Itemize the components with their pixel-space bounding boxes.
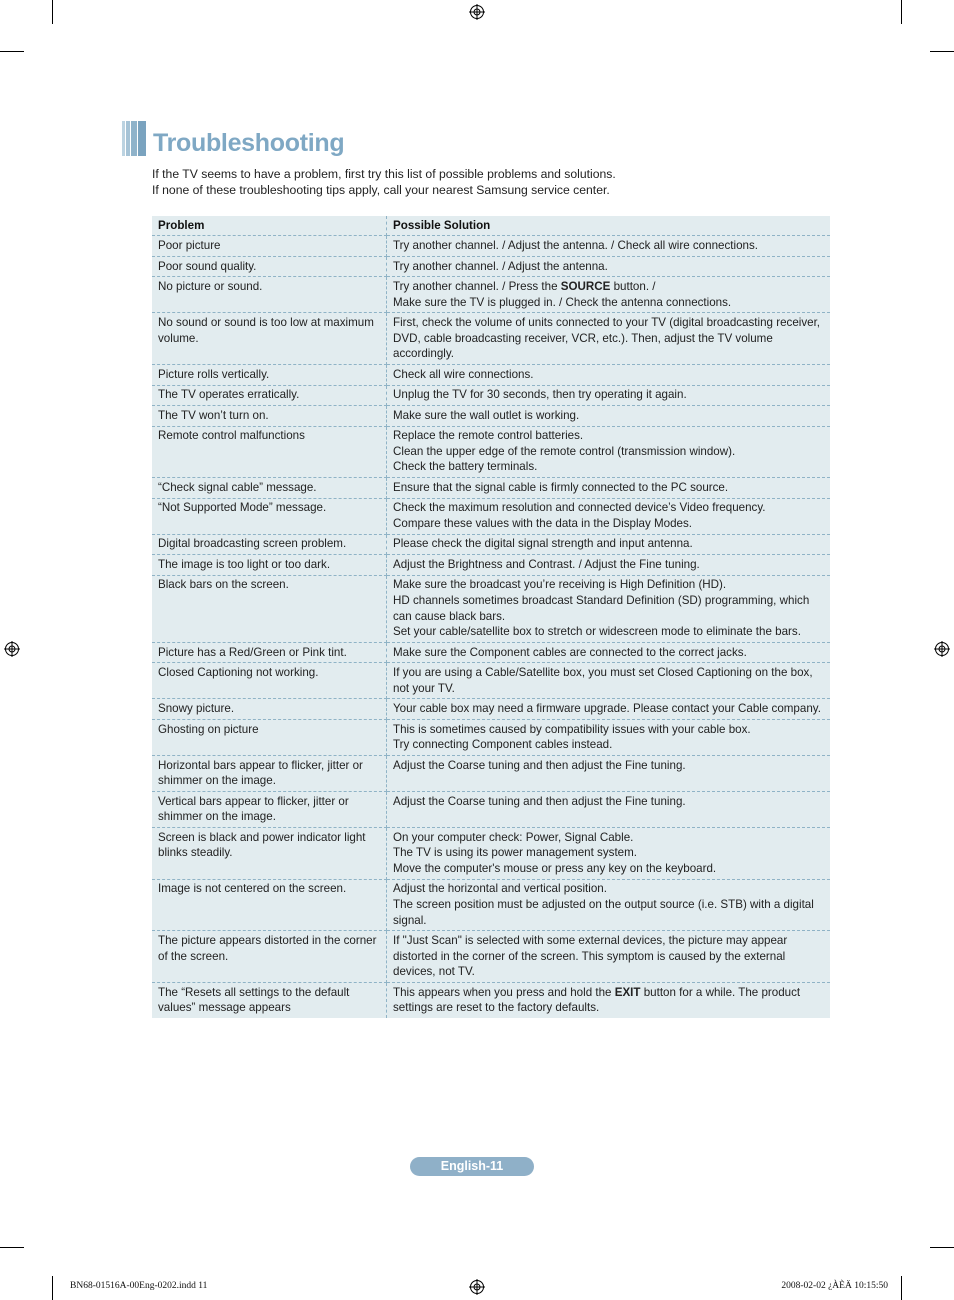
solution-cell — [387, 642, 831, 662]
registration-mark-icon — [934, 641, 950, 657]
table-row — [152, 931, 830, 983]
solution-text: Set your cable/satellite box to stretch or widescreen mode to eliminate the bars. — [393, 625, 801, 639]
solution-line — [393, 933, 824, 980]
solution-line — [393, 557, 824, 573]
solution-cell — [387, 931, 831, 983]
table-row — [152, 478, 830, 498]
footer-file-name: BN68-01516A-00Eng-0202.indd 11 — [70, 1281, 208, 1291]
solution-text: On your computer check: Power, Signal Cable. — [393, 830, 634, 844]
problem-cell — [152, 983, 387, 1019]
problem-text: Vertical bars appear to flicker, jitter or shimmer on the image. — [158, 794, 349, 824]
solution-line — [393, 516, 824, 532]
solution-line — [393, 722, 824, 738]
problem-text: Closed Captioning not working. — [158, 666, 319, 680]
problem-cell — [152, 498, 387, 534]
solution-text: Make sure the wall outlet is working. — [393, 408, 580, 422]
problem-text: Black bars on the screen. — [158, 578, 289, 592]
table-body — [152, 236, 830, 1018]
table-row — [152, 663, 830, 699]
table-header-row — [152, 216, 830, 236]
solution-line — [393, 861, 824, 877]
button-name-text: EXIT — [614, 985, 641, 999]
crop-mark — [52, 1276, 53, 1300]
troubleshooting-table — [152, 216, 830, 1018]
solution-cell — [387, 534, 831, 554]
crop-mark — [52, 0, 53, 24]
crop-mark — [0, 1247, 24, 1248]
solution-cell — [387, 277, 831, 313]
problem-cell — [152, 575, 387, 642]
solution-cell — [387, 385, 831, 405]
page-title: Troubleshooting — [153, 129, 345, 157]
heading-bars-icon — [122, 121, 146, 156]
solution-text: Make sure the Component cables are connected to the correct jacks. — [393, 645, 747, 659]
table-row — [152, 555, 830, 575]
solution-line — [393, 830, 824, 846]
solution-line — [393, 259, 824, 275]
solution-text: Move the computer's mouse or press any key on the keyboard. — [393, 861, 717, 875]
problem-text: No picture or sound. — [158, 280, 263, 294]
problem-cell — [152, 534, 387, 554]
solution-line — [393, 845, 824, 861]
solution-text: button for a while. The product settings are reset to the factory defaults. — [393, 985, 801, 1015]
problem-text: “Check signal cable” message. — [158, 480, 317, 494]
solution-text: Adjust the Brightness and Contrast. / Adjust the Fine tuning. — [393, 557, 700, 571]
solution-cell — [387, 828, 831, 880]
solution-cell — [387, 879, 831, 931]
solution-line — [393, 794, 824, 810]
solution-text: Compare these values with the data in the Display Modes. — [393, 516, 693, 530]
problem-text: Poor picture — [158, 239, 221, 253]
solution-cell — [387, 365, 831, 385]
crop-mark — [930, 1247, 954, 1248]
solution-line — [393, 480, 824, 496]
page-number-badge: English-11 — [410, 1157, 534, 1176]
solution-text: Try another channel. / Adjust the antenna. — [393, 259, 608, 273]
solution-line — [393, 624, 824, 640]
solution-text: Adjust the Coarse tuning and then adjust the Fine tuning. — [393, 758, 686, 772]
solution-line — [393, 897, 824, 928]
problem-cell — [152, 828, 387, 880]
solution-line — [393, 577, 824, 593]
intro-text — [152, 166, 616, 198]
solution-cell — [387, 498, 831, 534]
problem-cell — [152, 642, 387, 662]
solution-text: This appears when you press and hold the — [393, 985, 615, 999]
solution-line — [393, 881, 824, 897]
crop-mark — [930, 51, 954, 52]
solution-cell — [387, 406, 831, 426]
solution-line — [393, 758, 824, 774]
registration-mark-icon — [469, 1279, 485, 1295]
solution-line — [393, 387, 824, 403]
solution-text: The screen position must be adjusted on the output source (i.e. STB) with a digital signal. — [393, 898, 814, 927]
solution-text: If you are using a Cable/Satellite box, you must set Closed Captioning on the box, not your TV. — [393, 666, 813, 695]
table-row — [152, 498, 830, 534]
registration-mark-icon — [4, 641, 20, 657]
solution-text: If "Just Scan" is selected with some external devices, the picture may appear distorted in the corner of the screen. This symptom is caused by the external devices, not TV. — [393, 934, 788, 979]
solution-line — [393, 315, 824, 362]
crop-mark — [0, 51, 24, 52]
solution-cell — [387, 575, 831, 642]
table-row — [152, 385, 830, 405]
solution-line — [393, 459, 824, 475]
problem-text: Remote control malfunctions — [158, 429, 305, 443]
solution-line — [393, 645, 824, 661]
problem-cell — [152, 236, 387, 256]
solution-text: Try another channel. / Press the — [393, 280, 561, 294]
problem-cell — [152, 699, 387, 719]
solution-line — [393, 536, 824, 552]
solution-line — [393, 985, 824, 1016]
problem-cell — [152, 256, 387, 276]
crop-mark — [901, 1276, 902, 1300]
solution-line — [393, 593, 824, 624]
intro-line: If none of these troubleshooting tips apply, call your nearest Samsung service center. — [152, 183, 610, 197]
solution-cell — [387, 426, 831, 478]
problem-text: Screen is black and power indicator light blinks steadily. — [158, 830, 366, 860]
table-row — [152, 365, 830, 385]
solution-cell — [387, 555, 831, 575]
table-row — [152, 699, 830, 719]
table-row — [152, 828, 830, 880]
intro-line: If the TV seems to have a problem, first try this list of possible problems and solutions. — [152, 167, 616, 181]
problem-text: Digital broadcasting screen problem. — [158, 537, 347, 551]
solution-text: Check the battery terminals. — [393, 460, 538, 474]
solution-line — [393, 665, 824, 696]
solution-cell — [387, 755, 831, 791]
solution-cell — [387, 983, 831, 1019]
solution-line — [393, 295, 824, 311]
solution-text: Check all wire connections. — [393, 367, 534, 381]
solution-text: Check the maximum resolution and connected device’s Video frequency. — [393, 501, 766, 515]
solution-text: Ensure that the signal cable is firmly connected to the PC source. — [393, 480, 729, 494]
solution-line — [393, 367, 824, 383]
solution-text: Make sure the broadcast you’re receiving is High Definition (HD). — [393, 578, 727, 592]
solution-text: button. / — [610, 280, 656, 294]
problem-cell — [152, 663, 387, 699]
problem-cell — [152, 277, 387, 313]
solution-line — [393, 701, 824, 717]
table-row — [152, 426, 830, 478]
problem-cell — [152, 426, 387, 478]
problem-text: Poor sound quality. — [158, 259, 257, 273]
table-row — [152, 534, 830, 554]
problem-text: The picture appears distorted in the corner of the screen. — [158, 934, 377, 963]
solution-cell — [387, 792, 831, 828]
problem-text: Snowy picture. — [158, 702, 235, 716]
solution-cell — [387, 699, 831, 719]
crop-mark — [901, 0, 902, 24]
problem-cell — [152, 385, 387, 405]
problem-cell — [152, 792, 387, 828]
problem-text: The TV operates erratically. — [158, 388, 300, 402]
problem-cell — [152, 719, 387, 755]
problem-text: The image is too light or too dark. — [158, 557, 331, 571]
problem-cell — [152, 755, 387, 791]
solution-text: First, check the volume of units connected to your TV (digital broadcasting receiver, DVD, cable broadcasting receiver, VCR, etc.). Then, adjust the TV volume accordingly. — [393, 316, 821, 361]
problem-cell — [152, 931, 387, 983]
table-row — [152, 236, 830, 256]
problem-text: Image is not centered on the screen. — [158, 882, 347, 896]
problem-cell — [152, 879, 387, 931]
solution-cell — [387, 719, 831, 755]
solution-text: Replace the remote control batteries. — [393, 429, 584, 443]
column-header-solution: Possible Solution — [387, 216, 831, 236]
solution-cell — [387, 478, 831, 498]
table-row — [152, 755, 830, 791]
solution-text: Please check the digital signal strength and input antenna. — [393, 537, 693, 551]
solution-cell — [387, 663, 831, 699]
solution-text: Make sure the TV is plugged in. / Check the antenna connections. — [393, 295, 732, 309]
problem-text: The TV won’t turn on. — [158, 408, 269, 422]
table-row — [152, 642, 830, 662]
solution-text: Try connecting Component cables instead. — [393, 738, 613, 752]
problem-cell — [152, 478, 387, 498]
solution-text: This is sometimes caused by compatibility issues with your cable box. — [393, 722, 751, 736]
table-row — [152, 575, 830, 642]
solution-line — [393, 737, 824, 753]
footer-timestamp: 2008-02-02 ¿ÀÈÄ 10:15:50 — [781, 1281, 888, 1291]
solution-cell — [387, 313, 831, 365]
table-row — [152, 256, 830, 276]
table-row — [152, 277, 830, 313]
button-name-text: SOURCE — [560, 280, 611, 294]
registration-mark-icon — [469, 4, 485, 20]
problem-cell — [152, 313, 387, 365]
solution-text: Try another channel. / Adjust the antenna. / Check all wire connections. — [393, 239, 758, 253]
solution-line — [393, 428, 824, 444]
table-row — [152, 313, 830, 365]
solution-cell — [387, 256, 831, 276]
solution-text: Your cable box may need a firmware upgrade. Please contact your Cable company. — [393, 702, 821, 716]
solution-cell — [387, 236, 831, 256]
solution-line — [393, 238, 824, 254]
solution-line — [393, 444, 824, 460]
solution-line — [393, 279, 824, 295]
solution-text: Clean the upper edge of the remote control (transmission window). — [393, 444, 736, 458]
solution-text: The TV is using its power management system. — [393, 846, 638, 860]
table-row — [152, 879, 830, 931]
problem-cell — [152, 406, 387, 426]
column-header-problem: Problem — [152, 216, 387, 236]
problem-text: “Not Supported Mode” message. — [158, 501, 327, 515]
table-row — [152, 406, 830, 426]
problem-text: Ghosting on picture — [158, 722, 259, 736]
table-row — [152, 983, 830, 1019]
solution-text: HD channels sometimes broadcast Standard Definition (SD) programming, which can cause black bars. — [393, 593, 810, 623]
problem-cell — [152, 365, 387, 385]
problem-text: Horizontal bars appear to flicker, jitter or shimmer on the image. — [158, 758, 363, 788]
problem-text: The “Resets all settings to the default values” message appears — [158, 985, 350, 1015]
problem-cell — [152, 555, 387, 575]
solution-text: Adjust the Coarse tuning and then adjust the Fine tuning. — [393, 794, 686, 808]
problem-text: No sound or sound is too low at maximum volume. — [158, 316, 374, 345]
table-row — [152, 792, 830, 828]
solution-line — [393, 408, 824, 424]
solution-text: Unplug the TV for 30 seconds, then try operating it again. — [393, 388, 687, 402]
problem-text: Picture has a Red/Green or Pink tint. — [158, 645, 347, 659]
solution-line — [393, 500, 824, 516]
problem-text: Picture rolls vertically. — [158, 367, 270, 381]
table-row — [152, 719, 830, 755]
solution-text: Adjust the horizontal and vertical position. — [393, 882, 607, 896]
